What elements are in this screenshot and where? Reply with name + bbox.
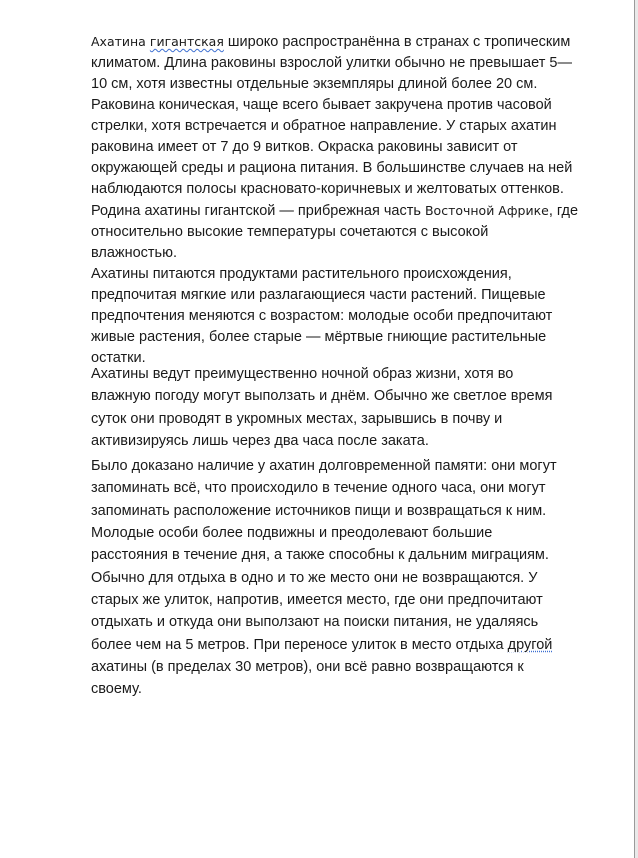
- paragraph-diet: [91, 264, 601, 369]
- paragraph-line: Было доказано наличие у ахатин долговременной памяти: они могут: [91, 458, 557, 475]
- paragraph-lifestyle: [91, 363, 601, 452]
- paragraph-line: Ахатины ведут преимущественно ночной образ жизни, хотя во: [91, 366, 514, 382]
- paragraph-line: влажную погоду могут выползать и днём. Обычно же светлое время: [91, 388, 553, 405]
- paragraph-line: наблюдаются полосы красновато-коричневых и желтоватых оттенков.: [91, 181, 564, 197]
- paragraph-line: влажностью.: [91, 245, 178, 261]
- text-fragment: , где: [548, 203, 579, 219]
- paragraph-line: Обычно для отдыха в одно и то же место они не возвращаются. У: [91, 569, 538, 586]
- paragraph-line: относительно высокие температуры сочетаются с высокой: [91, 224, 489, 240]
- paragraph-line: суток они проводят в укромных местах, зарывшись в почву и: [91, 410, 503, 427]
- paragraph-memory: [91, 455, 601, 700]
- text-fragment: широко распространённа в странах с тропическим: [227, 34, 571, 50]
- paragraph-line: Молодые особи более подвижны и преодолевают большие: [91, 525, 493, 542]
- paragraph-line: активизируясь лишь через два часа после заката.: [91, 432, 429, 449]
- document-body-bottom: [91, 363, 601, 700]
- paragraph-line: [91, 634, 601, 656]
- word-achatina: Ахатина: [91, 34, 146, 49]
- paragraph-line: запоминать всё, что происходило в течение одного часа, они могут: [91, 480, 546, 497]
- word-drugoy-grammar-mark: другой: [507, 636, 553, 653]
- paragraph-line: запоминать расположение источников пищи и возвращаться к ним.: [91, 502, 547, 519]
- paragraph-line: ахатины (в пределах 30 метров), они всё равно возвращаются к: [91, 658, 524, 675]
- paragraph-line: старых же улиток, напротив, имеется место, где они предпочитают: [91, 591, 543, 608]
- paragraph-line: отдыхать и откуда они выползают на поиски питания, не удаляясь: [91, 614, 539, 631]
- paragraph-habitat: [91, 31, 601, 264]
- phrase-east-africa: Восточной Африке: [424, 203, 549, 218]
- paragraph-line: предпочтения меняются с возрастом: молодые особи предпочитают: [91, 308, 553, 324]
- paragraph-line: [91, 200, 601, 222]
- text-fragment: более чем на 5 метров. При переносе улиток в место отдыха: [91, 636, 504, 653]
- paragraph-line: 10 см, хотя известны отдельные экземпляры длиной более 20 см.: [91, 76, 538, 92]
- paragraph-line: стрелки, хотя встречается и обратное направление. У старых ахатин: [91, 118, 557, 134]
- paragraph-line: Ахатины питаются продуктами растительного происхождения,: [91, 266, 512, 282]
- paragraph-line: живые растения, более старые — мёртвые гниющие растительные: [91, 329, 547, 345]
- paragraph-line: раковина имеет от 7 до 9 витков. Окраска раковины зависит от: [91, 139, 518, 155]
- paragraph-line: Раковина коническая, чаще всего бывает закручена против часовой: [91, 97, 552, 113]
- text-fragment: Родина ахатины гигантской — прибрежная часть: [91, 203, 421, 219]
- paragraph-line: предпочитая мягкие или разлагающиеся части растений. Пищевые: [91, 287, 546, 303]
- paragraph-line: окружающей среды и рациона питания. В большинстве случаев на ней: [91, 160, 573, 176]
- paragraph-line: климатом. Длина раковины взрослой улитки обычно не превышает 5—: [91, 55, 572, 71]
- document-body-top: [91, 31, 601, 369]
- paragraph-line: остатки.: [91, 350, 146, 366]
- paragraph-line: своему.: [91, 681, 142, 698]
- word-gigantskaya-spellcheck: гигантская: [149, 34, 224, 49]
- paragraph-line: [91, 31, 601, 53]
- paragraph-line: расстояния в течение дня, а также способны к дальним миграциям.: [91, 547, 549, 564]
